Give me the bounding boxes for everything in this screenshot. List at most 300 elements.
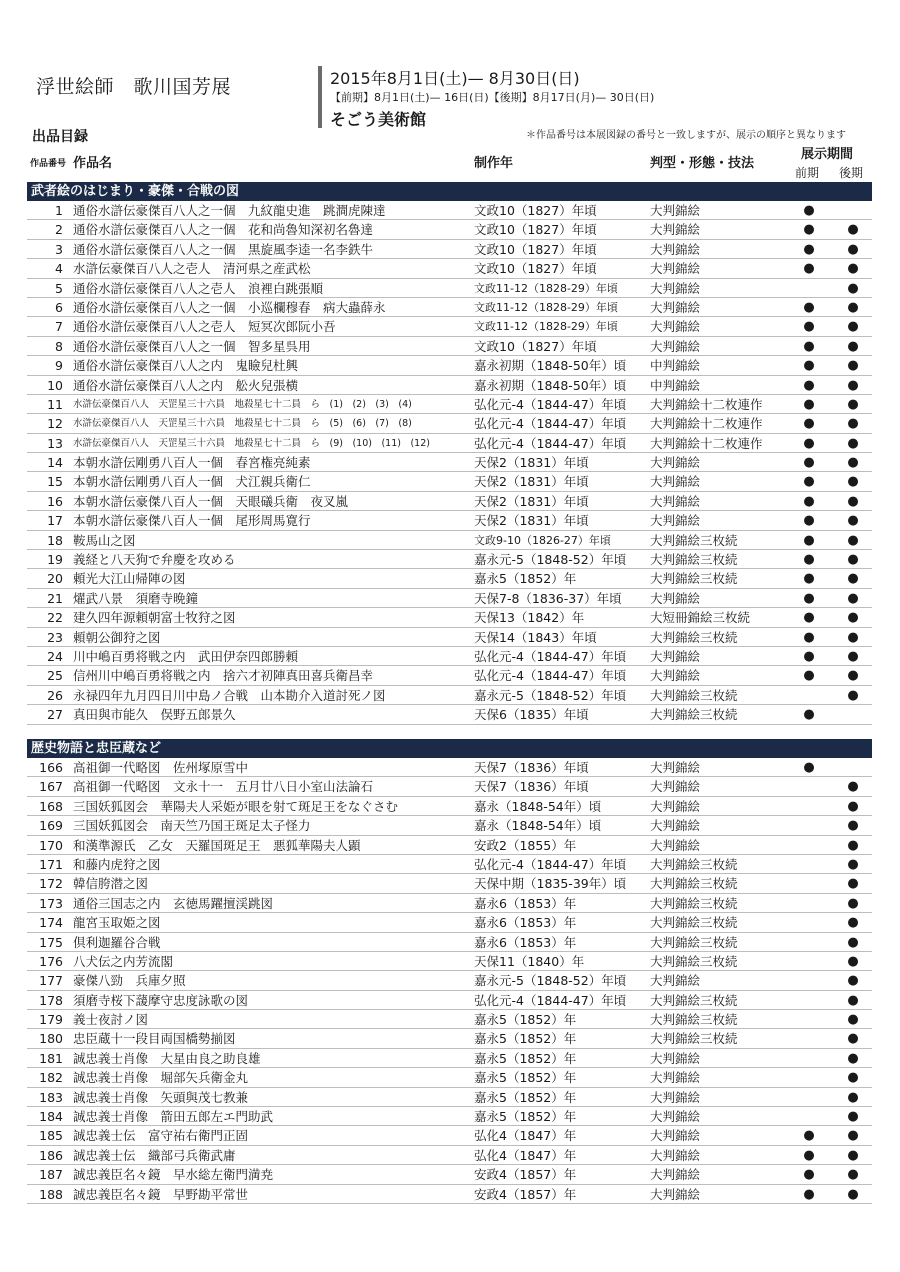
artwork-format: 大判錦絵三枚続 [650, 895, 738, 911]
front-period-mark: ● [803, 513, 815, 529]
table-row [27, 608, 872, 627]
artwork-number: 176 [39, 953, 63, 969]
column-header-number: 作品番号 [30, 159, 67, 169]
back-period-mark: ● [847, 1070, 859, 1086]
artwork-title: 通俗水滸伝豪傑百八人之一個 花和尚魯知深初名魯達 [73, 222, 374, 238]
front-period-mark: ● [803, 1167, 815, 1183]
back-period-mark: ● [847, 1167, 859, 1183]
artwork-number: 177 [39, 973, 63, 989]
table-row [27, 453, 872, 472]
artwork-number: 180 [39, 1031, 63, 1047]
artwork-title: 誠忠義士伝 富守祐右衛門正固 [73, 1128, 249, 1144]
artwork-number: 17 [47, 513, 63, 529]
artwork-format: 大判錦絵 [650, 973, 701, 989]
table-row [27, 376, 872, 395]
back-period-mark: ● [847, 1050, 859, 1066]
artwork-title: 建久四年源頼朝富士牧狩之図 [73, 610, 236, 626]
artwork-title: 通俗水滸伝豪傑百八人之壱人 浪裡白跳張順 [73, 280, 324, 296]
artwork-date: 天保2（1831）年頃 [474, 493, 589, 509]
artwork-title: 本朝水滸伝豪傑八百人一個 尾形周馬寛行 [73, 513, 311, 529]
artwork-date: 天保2（1831）年頃 [474, 474, 589, 490]
front-period-mark: ● [803, 222, 815, 238]
artwork-title: 豪傑八勁 兵庫夕照 [73, 973, 186, 989]
artwork-title: 通俗水滸伝豪傑百八人之一個 黒旋風李逵一名李鉄牛 [73, 241, 374, 257]
back-period-mark: ● [847, 377, 859, 393]
table-row [27, 472, 872, 491]
artwork-date: 弘化元-4（1844-47）年頃 [474, 396, 627, 412]
artwork-title: 通俗三国志之内 玄徳馬躍擅渓跳図 [73, 895, 274, 911]
back-period-mark: ● [847, 513, 859, 529]
artwork-format: 大判錦絵三枚続 [650, 915, 738, 931]
artwork-date: 嘉永5（1852）年 [474, 1031, 577, 1047]
artwork-number: 7 [55, 319, 63, 335]
table-row [27, 758, 872, 777]
artwork-format: 大判錦絵三枚続 [650, 856, 738, 872]
artwork-date: 弘化元-4（1844-47）年頃 [474, 435, 627, 451]
back-period-mark: ● [847, 474, 859, 490]
table-row [27, 1126, 872, 1145]
artwork-date: 嘉永5（1852）年 [474, 1070, 577, 1086]
artwork-number: 10 [47, 377, 63, 393]
artwork-number: 6 [55, 299, 63, 315]
artwork-format: 大判錦絵三枚続 [650, 571, 738, 587]
back-period-mark: ● [847, 532, 859, 548]
artwork-number: 9 [55, 358, 63, 374]
back-period-mark: ● [847, 818, 859, 834]
back-period-mark: ● [847, 435, 859, 451]
artwork-title: 三国妖狐図会 南天竺乃国王斑足太子怪力 [73, 818, 311, 834]
artwork-number: 172 [39, 876, 63, 892]
column-header-date: 制作年 [474, 156, 514, 171]
table-row [27, 434, 872, 453]
exhibit-dates: 2015年8月1日(土)— 8月30日(日) [330, 69, 580, 88]
artwork-date: 嘉永6（1853）年 [474, 934, 577, 950]
section-heading: 歴史物語と忠臣蔵など [27, 739, 872, 758]
back-period-mark: ● [847, 590, 859, 606]
back-period-mark: ● [847, 779, 859, 795]
artwork-number: 26 [47, 687, 63, 703]
artwork-number: 186 [39, 1147, 63, 1163]
table-row [27, 492, 872, 511]
front-period-mark: ● [803, 552, 815, 568]
artwork-number: 169 [39, 818, 63, 834]
table-row [27, 550, 872, 569]
artwork-date: 文政9-10（1826-27）年頃 [474, 533, 611, 547]
table-row [27, 777, 872, 796]
back-period-mark: ● [847, 319, 859, 335]
artwork-date: 弘化元-4（1844-47）年頃 [474, 648, 627, 664]
artwork-format: 大短冊錦絵三枚続 [650, 610, 751, 626]
artwork-format: 大判錦絵 [650, 818, 701, 834]
artwork-format: 大判錦絵 [650, 455, 701, 471]
artwork-date: 嘉永5（1852）年 [474, 1050, 577, 1066]
artwork-number: 14 [47, 455, 63, 471]
artwork-number: 15 [47, 474, 63, 490]
table-row [27, 298, 872, 317]
exhibit-periods: 【前期】8月1日(土)— 16日(日)【後期】8月17日(月)— 30日(日) [330, 91, 655, 104]
artwork-format: 大判錦絵 [650, 1070, 701, 1086]
artwork-format: 大判錦絵 [650, 590, 701, 606]
artwork-title: 本朝水滸伝剛勇八百人一個 春宮権亮純素 [73, 455, 311, 471]
artwork-date: 弘化4（1847）年 [474, 1147, 577, 1163]
artwork-title: 通俗水滸伝豪傑百八人之一個 智多星呉用 [73, 338, 311, 354]
artwork-format: 大判錦絵三枚続 [650, 532, 738, 548]
exhibit-title: 浮世絵師 歌川国芳展 [36, 76, 232, 98]
artwork-format: 大判錦絵 [650, 338, 701, 354]
front-period-mark: ● [803, 241, 815, 257]
artwork-number: 173 [39, 895, 63, 911]
artwork-number: 185 [39, 1128, 63, 1144]
artwork-number: 13 [47, 435, 63, 451]
table-row [27, 337, 872, 356]
artwork-date: 安政4（1857）年 [474, 1167, 577, 1183]
artwork-title: 三国妖狐図会 華陽夫人采姫が眼を射て斑足王をなぐさむ [73, 798, 399, 814]
front-period-mark: ● [803, 668, 815, 684]
artwork-number: 25 [47, 668, 63, 684]
artwork-format: 大判錦絵 [650, 474, 701, 490]
catalog-title: 出品目録 [32, 129, 88, 145]
table-row [27, 1029, 872, 1048]
column-header-format: 判型・形態・技法 [650, 156, 755, 171]
artwork-number: 187 [39, 1167, 63, 1183]
front-period-mark: ● [803, 590, 815, 606]
artwork-date: 嘉永5（1852）年 [474, 571, 577, 587]
artwork-date: 天保7（1836）年頃 [474, 760, 589, 775]
artwork-format: 大判錦絵 [650, 261, 701, 277]
artwork-date: 弘化元-4（1844-47）年頃 [474, 992, 627, 1008]
table-row [27, 933, 872, 952]
front-period-mark: ● [803, 396, 815, 412]
artwork-number: 21 [47, 590, 63, 606]
artwork-date: 弘化元-4（1844-47）年頃 [474, 668, 627, 684]
artwork-date: 嘉永（1848-54年）頃 [474, 818, 602, 834]
artwork-format: 大判錦絵 [650, 1050, 701, 1066]
artwork-number: 2 [55, 222, 63, 238]
table-row [27, 279, 872, 298]
artwork-title: 信州川中嶋百勇将戦之内 捨六才初陣真田喜兵衛昌幸 [73, 668, 374, 684]
table-row [27, 894, 872, 913]
artwork-date: 文政11-12（1828-29）年頃 [474, 320, 618, 334]
front-period-mark: ● [803, 416, 815, 432]
back-period-mark: ● [847, 552, 859, 568]
table-row [27, 705, 872, 724]
artwork-date: 文政10（1827）年頃 [474, 241, 597, 257]
artwork-number: 179 [39, 1012, 63, 1028]
back-period-mark: ● [847, 299, 859, 315]
artwork-title: 通俗水滸伝豪傑百八人之内 舩火兒張横 [73, 377, 299, 393]
artwork-format: 大判錦絵三枚続 [650, 992, 738, 1008]
artwork-title: 須磨寺桜下蘐摩守忠度詠歌の図 [73, 992, 249, 1008]
artwork-title: 忠臣蔵十一段目両国橋勢揃図 [73, 1031, 236, 1047]
artwork-date: 嘉永元-5（1848-52）年頃 [474, 687, 627, 703]
artwork-number: 167 [39, 779, 63, 795]
back-period-mark: ● [847, 1128, 859, 1144]
back-period-mark: ● [847, 610, 859, 626]
artwork-title: 龍宮玉取姫之図 [73, 915, 161, 931]
artwork-format: 大判錦絵十二枚連作 [650, 416, 763, 432]
front-period-mark: ● [803, 1147, 815, 1163]
artwork-title: 誠忠義臣名々鏡 早野勘平常世 [73, 1186, 249, 1202]
artwork-title: 義士夜討ノ図 [73, 1012, 149, 1028]
artwork-date: 弘化元-4（1844-47）年頃 [474, 416, 627, 432]
artwork-title: 川中嶋百勇将戦之内 武田伊奈四郎勝頼 [73, 648, 299, 664]
back-period-mark: ● [847, 798, 859, 814]
front-period-mark: ● [803, 707, 815, 723]
artwork-number: 171 [39, 856, 63, 872]
section-rows [27, 201, 872, 725]
artwork-date: 天保14（1843）年頃 [474, 629, 597, 645]
back-period-mark: ● [847, 571, 859, 587]
artwork-number: 11 [47, 396, 63, 412]
artwork-format: 大判錦絵 [650, 779, 701, 795]
artwork-number: 183 [39, 1089, 63, 1105]
artwork-format: 大判錦絵三枚続 [650, 687, 738, 703]
artwork-date: 文政10（1827）年頃 [474, 338, 597, 354]
front-period-mark: ● [803, 629, 815, 645]
back-period-mark: ● [847, 455, 859, 471]
table-row [27, 971, 872, 990]
artwork-format: 大判錦絵 [650, 280, 701, 296]
artwork-date: 嘉永5（1852）年 [474, 1109, 577, 1125]
artwork-number: 3 [55, 241, 63, 257]
column-header-period: 展示期間 [801, 147, 854, 162]
artwork-date: 安政2（1855）年 [474, 837, 577, 853]
table-row [27, 317, 872, 336]
artwork-format: 大判錦絵三枚続 [650, 707, 738, 723]
artwork-title: 誠忠義士肖像 箭田五郎左エ門助武 [73, 1109, 274, 1125]
artwork-number: 8 [55, 338, 63, 354]
artwork-number: 166 [39, 760, 63, 775]
table-row [27, 836, 872, 855]
table-row [27, 1088, 872, 1107]
table-row [27, 1049, 872, 1068]
artwork-title: 水滸伝豪傑百八人 天罡星三十六員 地殺星七十二員 ら (5) (6) (7) (8) [73, 418, 412, 430]
table-row [27, 855, 872, 874]
table-row [27, 628, 872, 647]
artwork-format: 大判錦絵三枚続 [650, 1031, 738, 1047]
artwork-date: 文政10（1827）年頃 [474, 203, 597, 218]
back-period-mark: ● [847, 973, 859, 989]
artwork-date: 安政4（1857）年 [474, 1186, 577, 1202]
artwork-title: 本朝水滸伝剛勇八百人一個 犬江親兵衛仁 [73, 474, 311, 490]
artwork-number: 170 [39, 837, 63, 853]
column-header-front: 前期 [795, 166, 820, 180]
section-heading: 武者絵のはじまり・豪傑・合戦の図 [27, 182, 872, 201]
artwork-title: 和藤内虎狩之図 [73, 856, 161, 872]
table-row [27, 240, 872, 259]
artwork-format: 大判錦絵三枚続 [650, 953, 738, 969]
back-period-mark: ● [847, 876, 859, 892]
artwork-title: 高祖御一代略図 文永十一 五月廿八日小室山法論石 [73, 779, 374, 795]
artwork-number: 184 [39, 1109, 63, 1125]
table-row [27, 686, 872, 705]
table-row [27, 991, 872, 1010]
artwork-number: 181 [39, 1050, 63, 1066]
artwork-date: 天保11（1840）年 [474, 953, 585, 969]
artwork-format: 中判錦絵 [650, 377, 701, 393]
artwork-date: 文政10（1827）年頃 [474, 261, 597, 277]
artwork-date: 弘化元-4（1844-47）年頃 [474, 856, 627, 872]
artwork-title: 誠忠義臣名々鏡 早水総左衛門満尭 [73, 1167, 274, 1183]
artwork-number: 23 [47, 629, 63, 645]
artwork-format: 大判錦絵 [650, 241, 701, 257]
back-period-mark: ● [847, 648, 859, 664]
table-row [27, 1010, 872, 1029]
artwork-number: 1 [55, 203, 63, 218]
table-row [27, 356, 872, 375]
back-period-mark: ● [847, 1186, 859, 1202]
artwork-number: 19 [47, 552, 63, 568]
artwork-title: 水滸伝豪傑百八人之壱人 清河県之産武松 [73, 261, 311, 277]
back-period-mark: ● [847, 396, 859, 412]
artwork-format: 大判錦絵三枚続 [650, 629, 738, 645]
artwork-number: 174 [39, 915, 63, 931]
artwork-title: 高祖御一代略図 佐州塚原雪中 [73, 760, 249, 775]
artwork-number: 182 [39, 1070, 63, 1086]
table-row [27, 259, 872, 278]
back-period-mark: ● [847, 358, 859, 374]
artwork-title: 和漢準源氏 乙女 天羅国斑足王 悪狐華陽夫人顕 [73, 837, 361, 853]
artwork-format: 大判錦絵三枚続 [650, 1012, 738, 1028]
artwork-number: 22 [47, 610, 63, 626]
artwork-title: 誠忠義士肖像 矢頭與茂七教兼 [73, 1089, 249, 1105]
front-period-mark: ● [803, 299, 815, 315]
artwork-format: 大判錦絵 [650, 648, 701, 664]
back-period-mark: ● [847, 856, 859, 872]
artwork-number: 27 [47, 707, 63, 723]
artwork-format: 大判錦絵 [650, 798, 701, 814]
front-period-mark: ● [803, 377, 815, 393]
table-row [27, 1146, 872, 1165]
column-header-back: 後期 [839, 166, 864, 180]
table-row [27, 1068, 872, 1087]
back-period-mark: ● [847, 261, 859, 277]
artwork-title: 誠忠義士肖像 堀部矢兵衛金丸 [73, 1070, 249, 1086]
table-row [27, 1165, 872, 1184]
artwork-format: 大判錦絵 [650, 1186, 701, 1202]
venue-name: そごう美術館 [330, 110, 427, 129]
table-row [27, 647, 872, 666]
table-row [27, 797, 872, 816]
table-row [27, 511, 872, 530]
artwork-title: 通俗水滸伝豪傑百八人之一個 九紋龍史進 跳澗虎陳達 [73, 203, 386, 218]
table-row [27, 569, 872, 588]
back-period-mark: ● [847, 241, 859, 257]
front-period-mark: ● [803, 455, 815, 471]
front-period-mark: ● [803, 435, 815, 451]
artwork-title: 水滸伝豪傑百八人 天罡星三十六員 地殺星七十二員 ら (9) (10) (11) (12) [73, 437, 430, 449]
artwork-number: 16 [47, 493, 63, 509]
artwork-format: 大判錦絵 [650, 1128, 701, 1144]
artwork-format: 大判錦絵 [650, 299, 701, 315]
artwork-number: 168 [39, 798, 63, 814]
artwork-title: 通俗水滸伝豪傑百八人之一個 小巡欄穆春 病大蟲薛永 [73, 299, 386, 315]
artwork-format: 大判錦絵 [650, 760, 701, 775]
artwork-date: 文政11-12（1828-29）年頃 [474, 281, 618, 295]
artwork-date: 嘉永5（1852）年 [474, 1089, 577, 1105]
table-row [27, 589, 872, 608]
front-period-mark: ● [803, 532, 815, 548]
back-period-mark: ● [847, 1012, 859, 1028]
artwork-format: 大判錦絵三枚続 [650, 876, 738, 892]
front-period-mark: ● [803, 338, 815, 354]
artwork-date: 嘉永（1848-54年）頃 [474, 798, 602, 814]
artwork-date: 天保13（1842）年 [474, 610, 585, 626]
back-period-mark: ● [847, 687, 859, 703]
artwork-number: 20 [47, 571, 63, 587]
front-period-mark: ● [803, 1186, 815, 1202]
artwork-date: 嘉永6（1853）年 [474, 915, 577, 931]
back-period-mark: ● [847, 1031, 859, 1047]
artwork-title: 真田與市能久 俣野五郎景久 [73, 707, 236, 723]
artwork-title: 本朝水滸伝豪傑八百人一個 天眼礒兵衛 夜叉嵐 [73, 493, 349, 509]
artwork-number: 4 [55, 261, 63, 277]
artwork-date: 天保7（1836）年頃 [474, 779, 589, 795]
back-period-mark: ● [847, 837, 859, 853]
back-period-mark: ● [847, 416, 859, 432]
front-period-mark: ● [803, 571, 815, 587]
artwork-date: 天保6（1835）年頃 [474, 707, 589, 723]
back-period-mark: ● [847, 953, 859, 969]
artwork-format: 大判錦絵 [650, 837, 701, 853]
artwork-format: 大判錦絵十二枚連作 [650, 396, 763, 412]
front-period-mark: ● [803, 319, 815, 335]
back-period-mark: ● [847, 1147, 859, 1163]
artwork-number: 188 [39, 1186, 63, 1202]
artwork-format: 大判錦絵 [650, 319, 701, 335]
artwork-title: 燿武八景 須磨寺晩鐘 [73, 590, 199, 606]
front-period-mark: ● [803, 358, 815, 374]
section-rows [27, 758, 872, 1204]
column-header-title: 作品名 [73, 156, 113, 171]
table-row [27, 414, 872, 433]
artwork-format: 大判錦絵 [650, 1089, 701, 1105]
table-row [27, 220, 872, 239]
back-period-mark: ● [847, 992, 859, 1008]
artwork-date: 天保7-8（1836-37）年頃 [474, 590, 622, 606]
artwork-date: 嘉永元-5（1848-52）年頃 [474, 552, 627, 568]
artwork-number: 178 [39, 992, 63, 1008]
artwork-number: 12 [47, 416, 63, 432]
artwork-title: 通俗水滸伝豪傑百八人之内 鬼瞼兒杜興 [73, 358, 299, 374]
artwork-title: 通俗水滸伝豪傑百八人之壱人 短冥次郎阮小吾 [73, 319, 336, 335]
artwork-format: 大判錦絵 [650, 493, 701, 509]
back-period-mark: ● [847, 629, 859, 645]
back-period-mark: ● [847, 222, 859, 238]
artwork-format: 大判錦絵 [650, 668, 701, 684]
artwork-date: 文政11-12（1828-29）年頃 [474, 300, 618, 314]
front-period-mark: ● [803, 648, 815, 664]
artwork-format: 大判錦絵 [650, 513, 701, 529]
back-period-mark: ● [847, 1089, 859, 1105]
front-period-mark: ● [803, 474, 815, 490]
artwork-title: 倶利迦羅谷合戦 [73, 934, 161, 950]
back-period-mark: ● [847, 895, 859, 911]
artwork-date: 文政10（1827）年頃 [474, 222, 597, 238]
artwork-date: 嘉永6（1853）年 [474, 895, 577, 911]
table-row [27, 874, 872, 893]
back-period-mark: ● [847, 338, 859, 354]
artwork-title: 頼光大江山帰陣の図 [73, 571, 186, 587]
table-row [27, 952, 872, 971]
artwork-format: 大判錦絵 [650, 203, 701, 218]
artwork-title: 八犬伝之内芳流閣 [73, 953, 174, 969]
artwork-title: 頼朝公御狩之図 [73, 629, 161, 645]
front-period-mark: ● [803, 493, 815, 509]
artwork-date: 弘化4（1847）年 [474, 1128, 577, 1144]
artwork-date: 天保2（1831）年頃 [474, 455, 589, 471]
table-row [27, 1185, 872, 1204]
